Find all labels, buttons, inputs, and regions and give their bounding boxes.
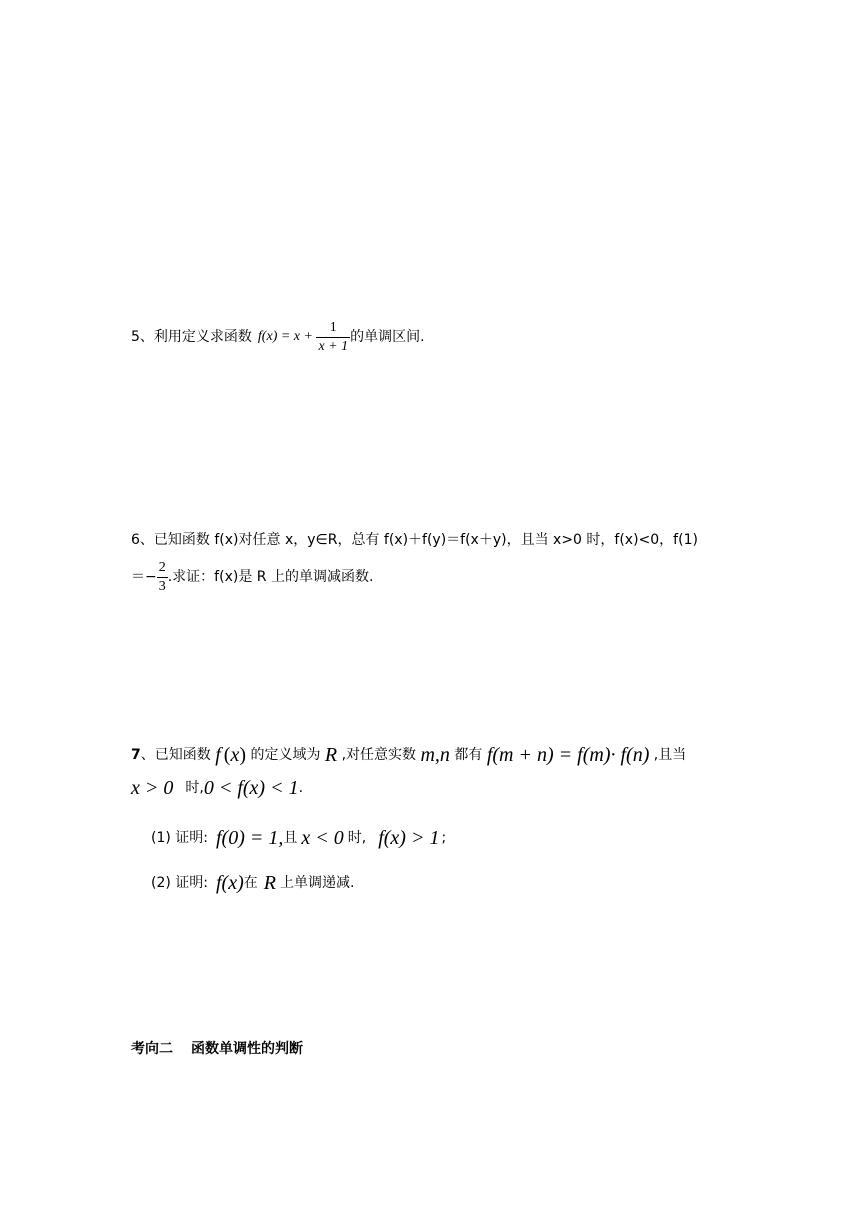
q7-equation: f(m + n) = f(m)· f(n) bbox=[486, 744, 650, 766]
section-subtitle: 函数单调性的判断 bbox=[191, 1041, 303, 1057]
question-7-line-2 bbox=[131, 775, 303, 801]
q7-sub1-cond: x < 0 bbox=[301, 827, 344, 849]
q7-range: 0 < f(x) < 1 bbox=[203, 777, 299, 799]
q7-text-1: 、已知函数 bbox=[140, 747, 216, 763]
q6-frac-numerator: 2 bbox=[158, 559, 166, 575]
q7-number: 7 bbox=[131, 747, 141, 763]
q7-sub1-when: 时, bbox=[347, 830, 367, 846]
q7-R: R bbox=[324, 744, 338, 766]
question-6-line-1: 6、已知函数 f(x)对任意 x，y∈R，总有 f(x)＋f(y)＝f(x＋y)，且当 x>0 时，f(x)<0，f(1) bbox=[131, 532, 698, 548]
q5-fraction bbox=[316, 321, 350, 354]
q7-line2-when: 时, bbox=[185, 780, 204, 796]
q7-sub2-on: 在 bbox=[243, 875, 258, 891]
section-title: 考向二 bbox=[131, 1041, 173, 1057]
q7-cond-x: x > 0 bbox=[131, 777, 174, 799]
q7-sub1-and: 且 bbox=[283, 830, 298, 846]
q7-text-2: 的定义域为 bbox=[246, 747, 325, 763]
q7-mn: m,n bbox=[420, 744, 450, 766]
q6-fraction bbox=[157, 561, 168, 594]
q5-equals: = x + bbox=[277, 329, 317, 344]
q6-line2-suffix: .求证：f(x)是 R 上的单调减函数. bbox=[167, 569, 374, 585]
q5-frac-numerator: 1 bbox=[329, 319, 337, 335]
q7-text-5: ,且当 bbox=[649, 747, 687, 763]
q7-sub1-label: (1) 证明: bbox=[151, 830, 208, 846]
question-6-line-2 bbox=[131, 556, 373, 598]
q7-line2-end: . bbox=[298, 780, 304, 796]
q7-text-4: 都有 bbox=[449, 747, 487, 763]
question-7-line-1 bbox=[131, 742, 686, 768]
q7-fx: f bbox=[215, 744, 221, 766]
q7-rparen: ) bbox=[239, 744, 246, 766]
q6-frac-denominator: 3 bbox=[158, 578, 166, 594]
q7-text-3: ,对任意实数 bbox=[337, 747, 421, 763]
q5-frac-denominator: x + 1 bbox=[318, 338, 349, 354]
q5-suffix: 的单调区间. bbox=[350, 329, 425, 345]
q7-lparen: ( bbox=[223, 744, 231, 766]
q7-sub1-expr: f(0) = 1, bbox=[216, 827, 284, 849]
q6-line2-prefix: ＝− bbox=[131, 569, 157, 585]
q5-function-lhs: f(x) bbox=[257, 329, 278, 344]
q5-prefix: 5、利用定义求函数 bbox=[131, 329, 252, 345]
q7-x: x bbox=[230, 744, 240, 766]
q7-sub2-expr: f(x) bbox=[216, 872, 244, 894]
q7-sub2-R: R bbox=[263, 872, 276, 894]
section-heading bbox=[131, 1042, 303, 1056]
question-7-sub-2 bbox=[151, 868, 354, 898]
q7-sub1-result: f(x) > 1 bbox=[378, 827, 440, 849]
q7-sub2-end: 上单调递减. bbox=[279, 875, 355, 891]
q7-sub2-label: (2) 证明: bbox=[151, 875, 208, 891]
question-5 bbox=[131, 312, 425, 362]
q7-sub1-end: ; bbox=[441, 830, 447, 846]
question-7-sub-1 bbox=[151, 823, 446, 853]
